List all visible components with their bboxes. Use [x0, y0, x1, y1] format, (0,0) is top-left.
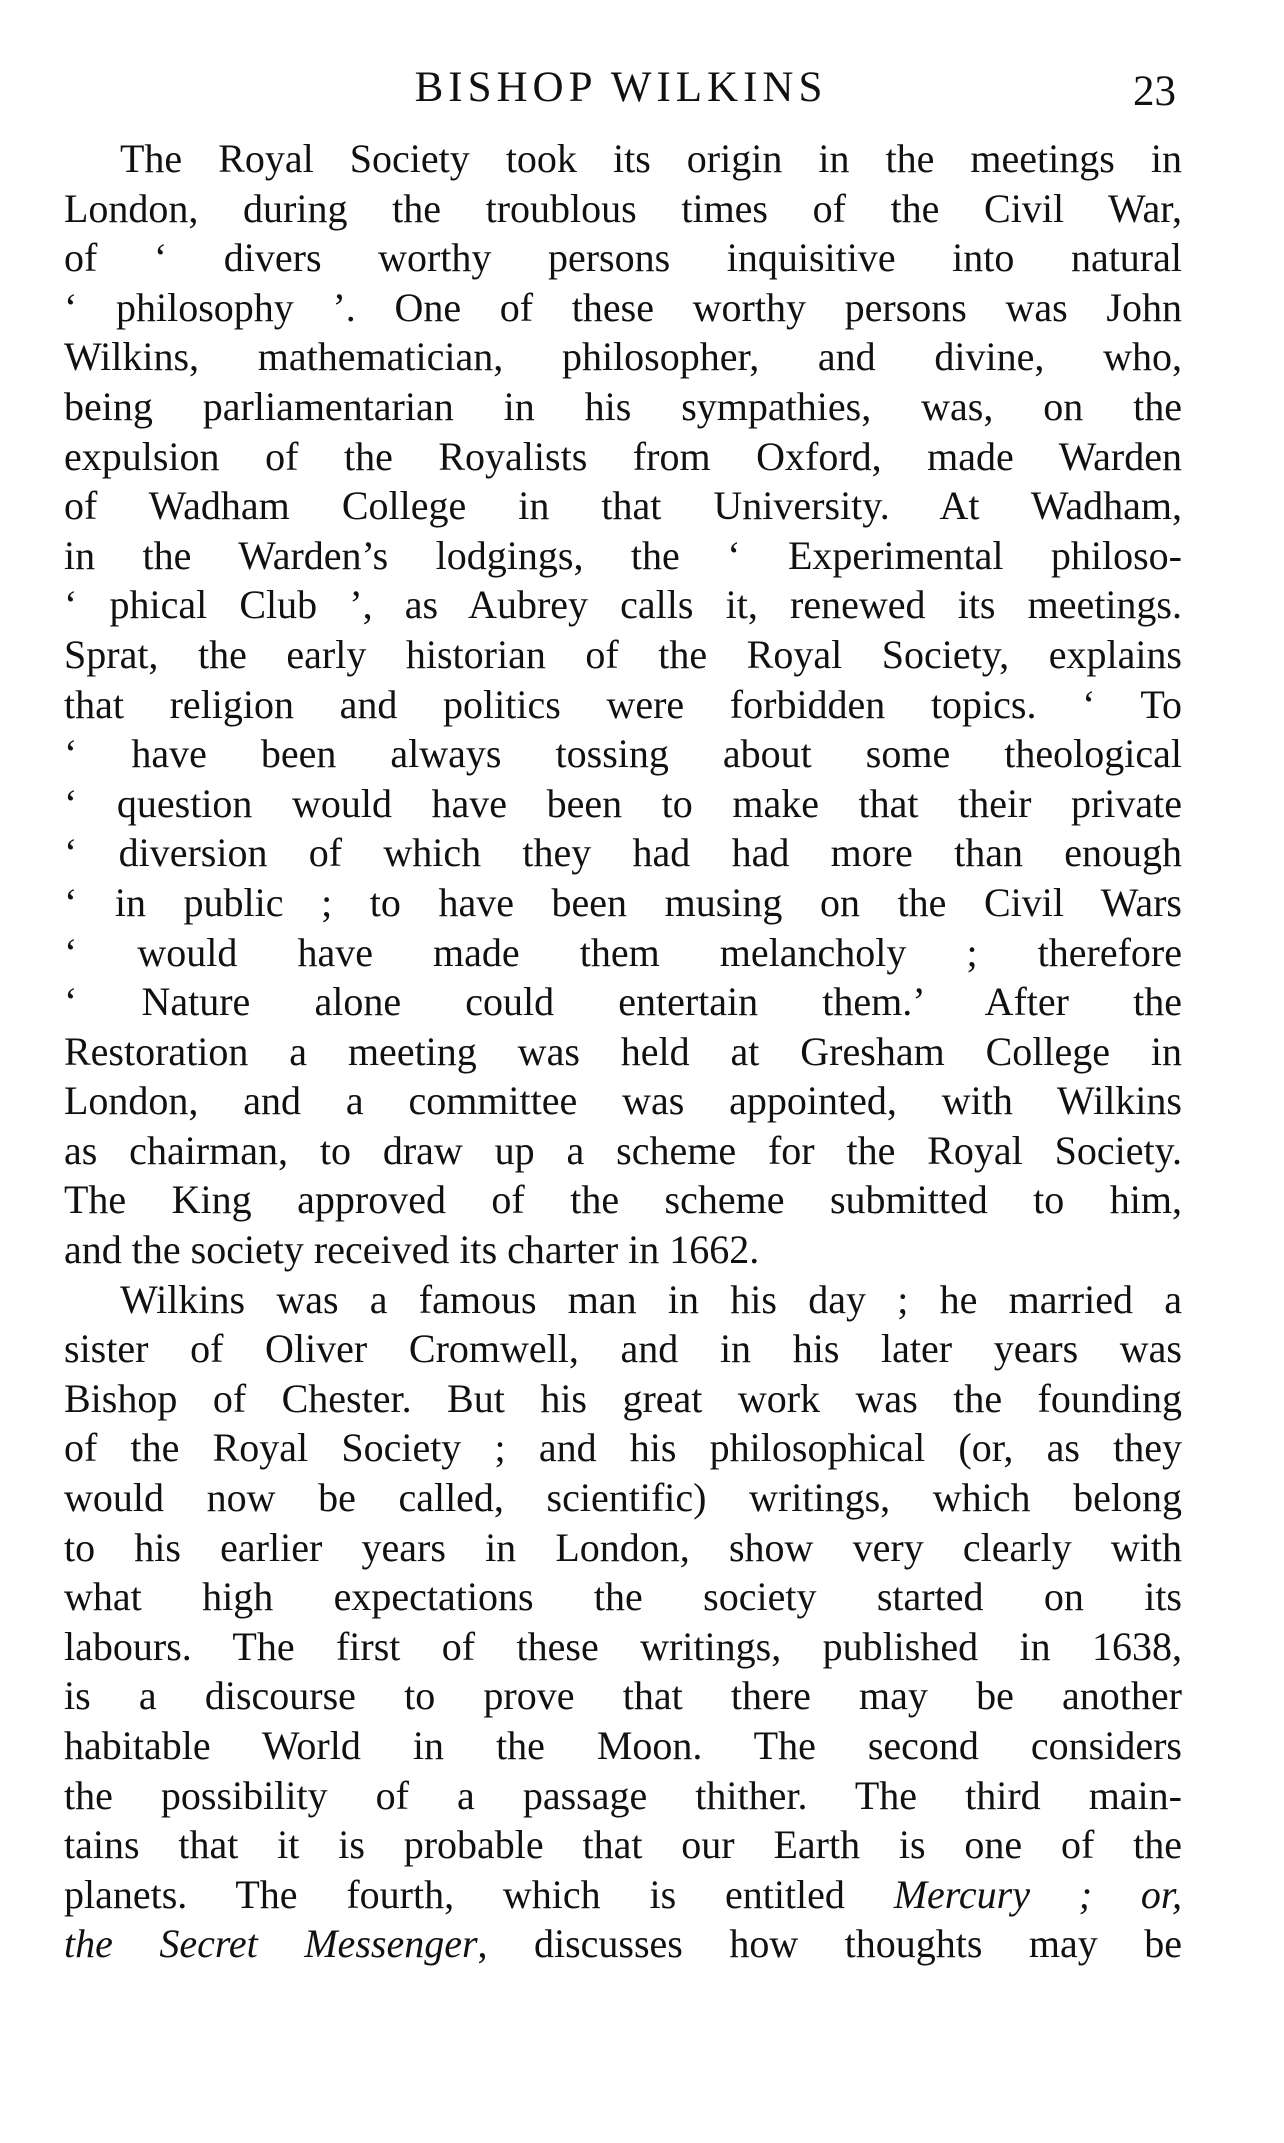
text-line: of the Royal Society ; and his philosophical (or, as they — [64, 1425, 1182, 1471]
text-run: , discusses how thoughts may be — [477, 1921, 1182, 1967]
text-line: what high expectations the society started on its — [64, 1574, 1182, 1620]
book-title-italic: Mercury ; or, — [893, 1871, 1182, 1917]
text-line: tains that it is probable that our Earth is one of the — [64, 1822, 1182, 1868]
book-title-italic: the Secret Messenger — [64, 1921, 478, 1967]
text-line: Wilkins was a famous man in his day ; he married a — [120, 1276, 1182, 1322]
text-run: planets. The fourth, which is entitled — [64, 1871, 894, 1917]
body-text — [64, 134, 1182, 1969]
text-line: would now be called, scientific) writings, which belong — [64, 1475, 1182, 1521]
text-line: ‘ phical Club ’, as Aubrey calls it, renewed its meetings. — [64, 582, 1182, 628]
text-line: sister of Oliver Cromwell, and in his later years was — [64, 1326, 1182, 1372]
text-line — [64, 1919, 1182, 1969]
text-line: ‘ in public ; to have been musing on the Civil Wars — [64, 879, 1182, 925]
text-line: Sprat, the early historian of the Royal Society, explains — [64, 631, 1182, 677]
text-line: of Wadham College in that University. At Wadham, — [64, 483, 1182, 529]
text-line: Restoration a meeting was held at Gresham College in — [64, 1028, 1182, 1074]
text-line: to his earlier years in London, show very clearly with — [64, 1524, 1182, 1570]
paragraph-wilkins-works — [64, 1275, 1182, 1969]
page-number: 23 — [1133, 68, 1176, 115]
text-line: is a discourse to prove that there may be another — [64, 1673, 1182, 1719]
text-line: ‘ diversion of which they had had more than enough — [64, 830, 1182, 876]
text-line: London, and a committee was appointed, with Wilkins — [64, 1078, 1182, 1124]
text-line: ‘ Nature alone could entertain them.’ After the — [64, 979, 1182, 1025]
running-title: BISHOP WILKINS — [414, 64, 828, 111]
text-line: the possibility of a passage thither. The third main- — [64, 1772, 1182, 1818]
paragraph-royal-society — [64, 134, 1182, 1275]
text-line: expulsion of the Royalists from Oxford, made Warden — [64, 433, 1182, 479]
text-line: ‘ question would have been to make that their private — [64, 780, 1182, 826]
text-line: ‘ would have made them melancholy ; therefore — [64, 929, 1182, 975]
text-line: ‘ have been always tossing about some theological — [64, 731, 1182, 777]
text-line: The King approved of the scheme submitted to him, — [64, 1177, 1182, 1223]
text-line: Bishop of Chester. But his great work was the founding — [64, 1375, 1182, 1421]
text-line: being parliamentarian in his sympathies, was, on the — [64, 383, 1182, 429]
running-head — [66, 58, 1176, 118]
text-line: habitable World in the Moon. The second considers — [64, 1723, 1182, 1768]
text-line: labours. The first of these writings, published in 1638, — [64, 1623, 1182, 1669]
text-line: and the society received its charter in 1662. — [64, 1227, 760, 1273]
text-line: as chairman, to draw up a scheme for the Royal Society. — [64, 1127, 1182, 1173]
text-line: in the Warden’s lodgings, the ‘ Experimental philoso- — [64, 532, 1182, 578]
text-line: The Royal Society took its origin in the meetings in — [120, 136, 1182, 181]
text-line: of ‘ divers worthy persons inquisitive into natural — [64, 235, 1182, 281]
text-line: Wilkins, mathematician, philosopher, and divine, who, — [64, 334, 1182, 380]
text-line — [64, 1870, 1182, 1920]
text-line: that religion and politics were forbidden topics. ‘ To — [64, 681, 1182, 727]
text-line: London, during the troublous times of the Civil War, — [64, 185, 1182, 231]
text-line: ‘ philosophy ’. One of these worthy persons was John — [64, 284, 1182, 330]
